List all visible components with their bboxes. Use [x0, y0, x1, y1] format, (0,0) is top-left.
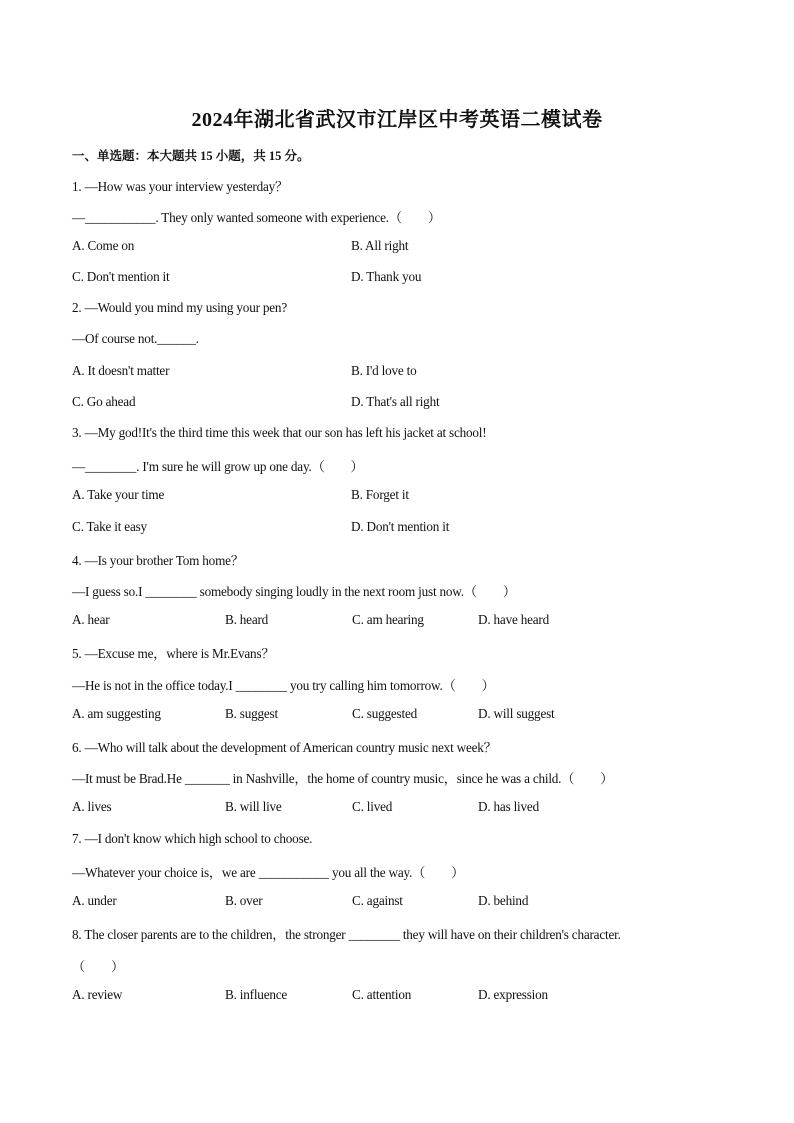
question-1-stem: 1. —How was your interview yesterday？: [72, 179, 289, 194]
question-5-option-d: D. will suggest: [478, 706, 555, 721]
question-3-option-d: D. Don't mention it: [351, 519, 450, 534]
question-4-option-c: C. am hearing: [352, 612, 424, 627]
question-6-option-b: B. will live: [225, 799, 282, 814]
question-8-option-a: A. review: [72, 987, 123, 1002]
question-7-stem: 7. —I don't know which high school to choose.: [72, 831, 313, 846]
question-8-stem: 8. The closer parents are to the children，the stronger ________ they will have on their children's character.: [72, 927, 621, 942]
question-5-option-c: C. suggested: [352, 706, 417, 721]
question-6-option-c: C. lived: [352, 799, 393, 814]
question-3-option-b: B. Forget it: [351, 487, 409, 502]
question-2-stem: 2. —Would you mind my using your pen?: [72, 300, 287, 315]
question-4-option-a: A. hear: [72, 612, 110, 627]
question-6-option-a: A. lives: [72, 799, 112, 814]
question-8-option-d: D. expression: [478, 987, 548, 1002]
question-1-option-c: C. Don't mention it: [72, 269, 170, 284]
question-7-option-b: B. over: [225, 893, 263, 908]
question-5-option-b: B. suggest: [225, 706, 278, 721]
question-1-option-d: D. Thank you: [351, 269, 422, 284]
question-2-option-d: D. That's all right: [351, 394, 440, 409]
question-8-answer-bracket: （ ）: [72, 959, 124, 974]
question-4-response: —I guess so.I ________ somebody singing loudly in the next room just now.（ ）: [72, 584, 516, 599]
question-7-option-a: A. under: [72, 893, 117, 908]
question-3-option-c: C. Take it easy: [72, 519, 147, 534]
question-7-option-c: C. against: [352, 893, 403, 908]
question-2-option-a: A. It doesn't matter: [72, 363, 170, 378]
question-4-stem: 4. —Is your brother Tom home？: [72, 553, 244, 568]
question-5-option-a: A. am suggesting: [72, 706, 161, 721]
question-3-stem: 3. —My god!It's the third time this week that our son has left his jacket at school!: [72, 425, 487, 440]
section-heading: 一、单选题：本大题共 15 小题，共 15 分。: [72, 149, 310, 163]
question-4-option-b: B. heard: [225, 612, 269, 627]
question-8-option-c: C. attention: [352, 987, 412, 1002]
question-2-option-c: C. Go ahead: [72, 394, 136, 409]
question-1-response: —___________. They only wanted someone with experience.（ ）: [72, 210, 441, 225]
page-title: 2024年湖北省武汉市江岸区中考英语二模试卷: [191, 109, 603, 131]
question-6-stem: 6. —Who will talk about the development of American country music next week？: [72, 740, 497, 755]
question-6-option-d: D. has lived: [478, 799, 539, 814]
question-4-option-d: D. have heard: [478, 612, 549, 627]
question-2-response: —Of course not.______.: [72, 331, 199, 346]
question-6-response: —It must be Brad.He _______ in Nashville，the home of country music，since he was a child.（ ）: [72, 771, 614, 786]
question-3-option-a: A. Take your time: [72, 487, 165, 502]
question-2-option-b: B. I'd love to: [351, 363, 417, 378]
question-1-option-b: B. All right: [351, 238, 409, 253]
question-8-option-b: B. influence: [225, 987, 288, 1002]
question-7-option-d: D. behind: [478, 893, 529, 908]
question-3-response: —________. I'm sure he will grow up one day.（ ）: [72, 459, 364, 474]
question-7-response: —Whatever your choice is，we are ___________ you all the way.（ ）: [72, 865, 465, 880]
question-5-stem: 5. —Excuse me，where is Mr.Evans？: [72, 646, 275, 661]
question-5-response: —He is not in the office today.I ________ you try calling him tomorrow.（ ）: [72, 678, 495, 693]
question-1-option-a: A. Come on: [72, 238, 135, 253]
